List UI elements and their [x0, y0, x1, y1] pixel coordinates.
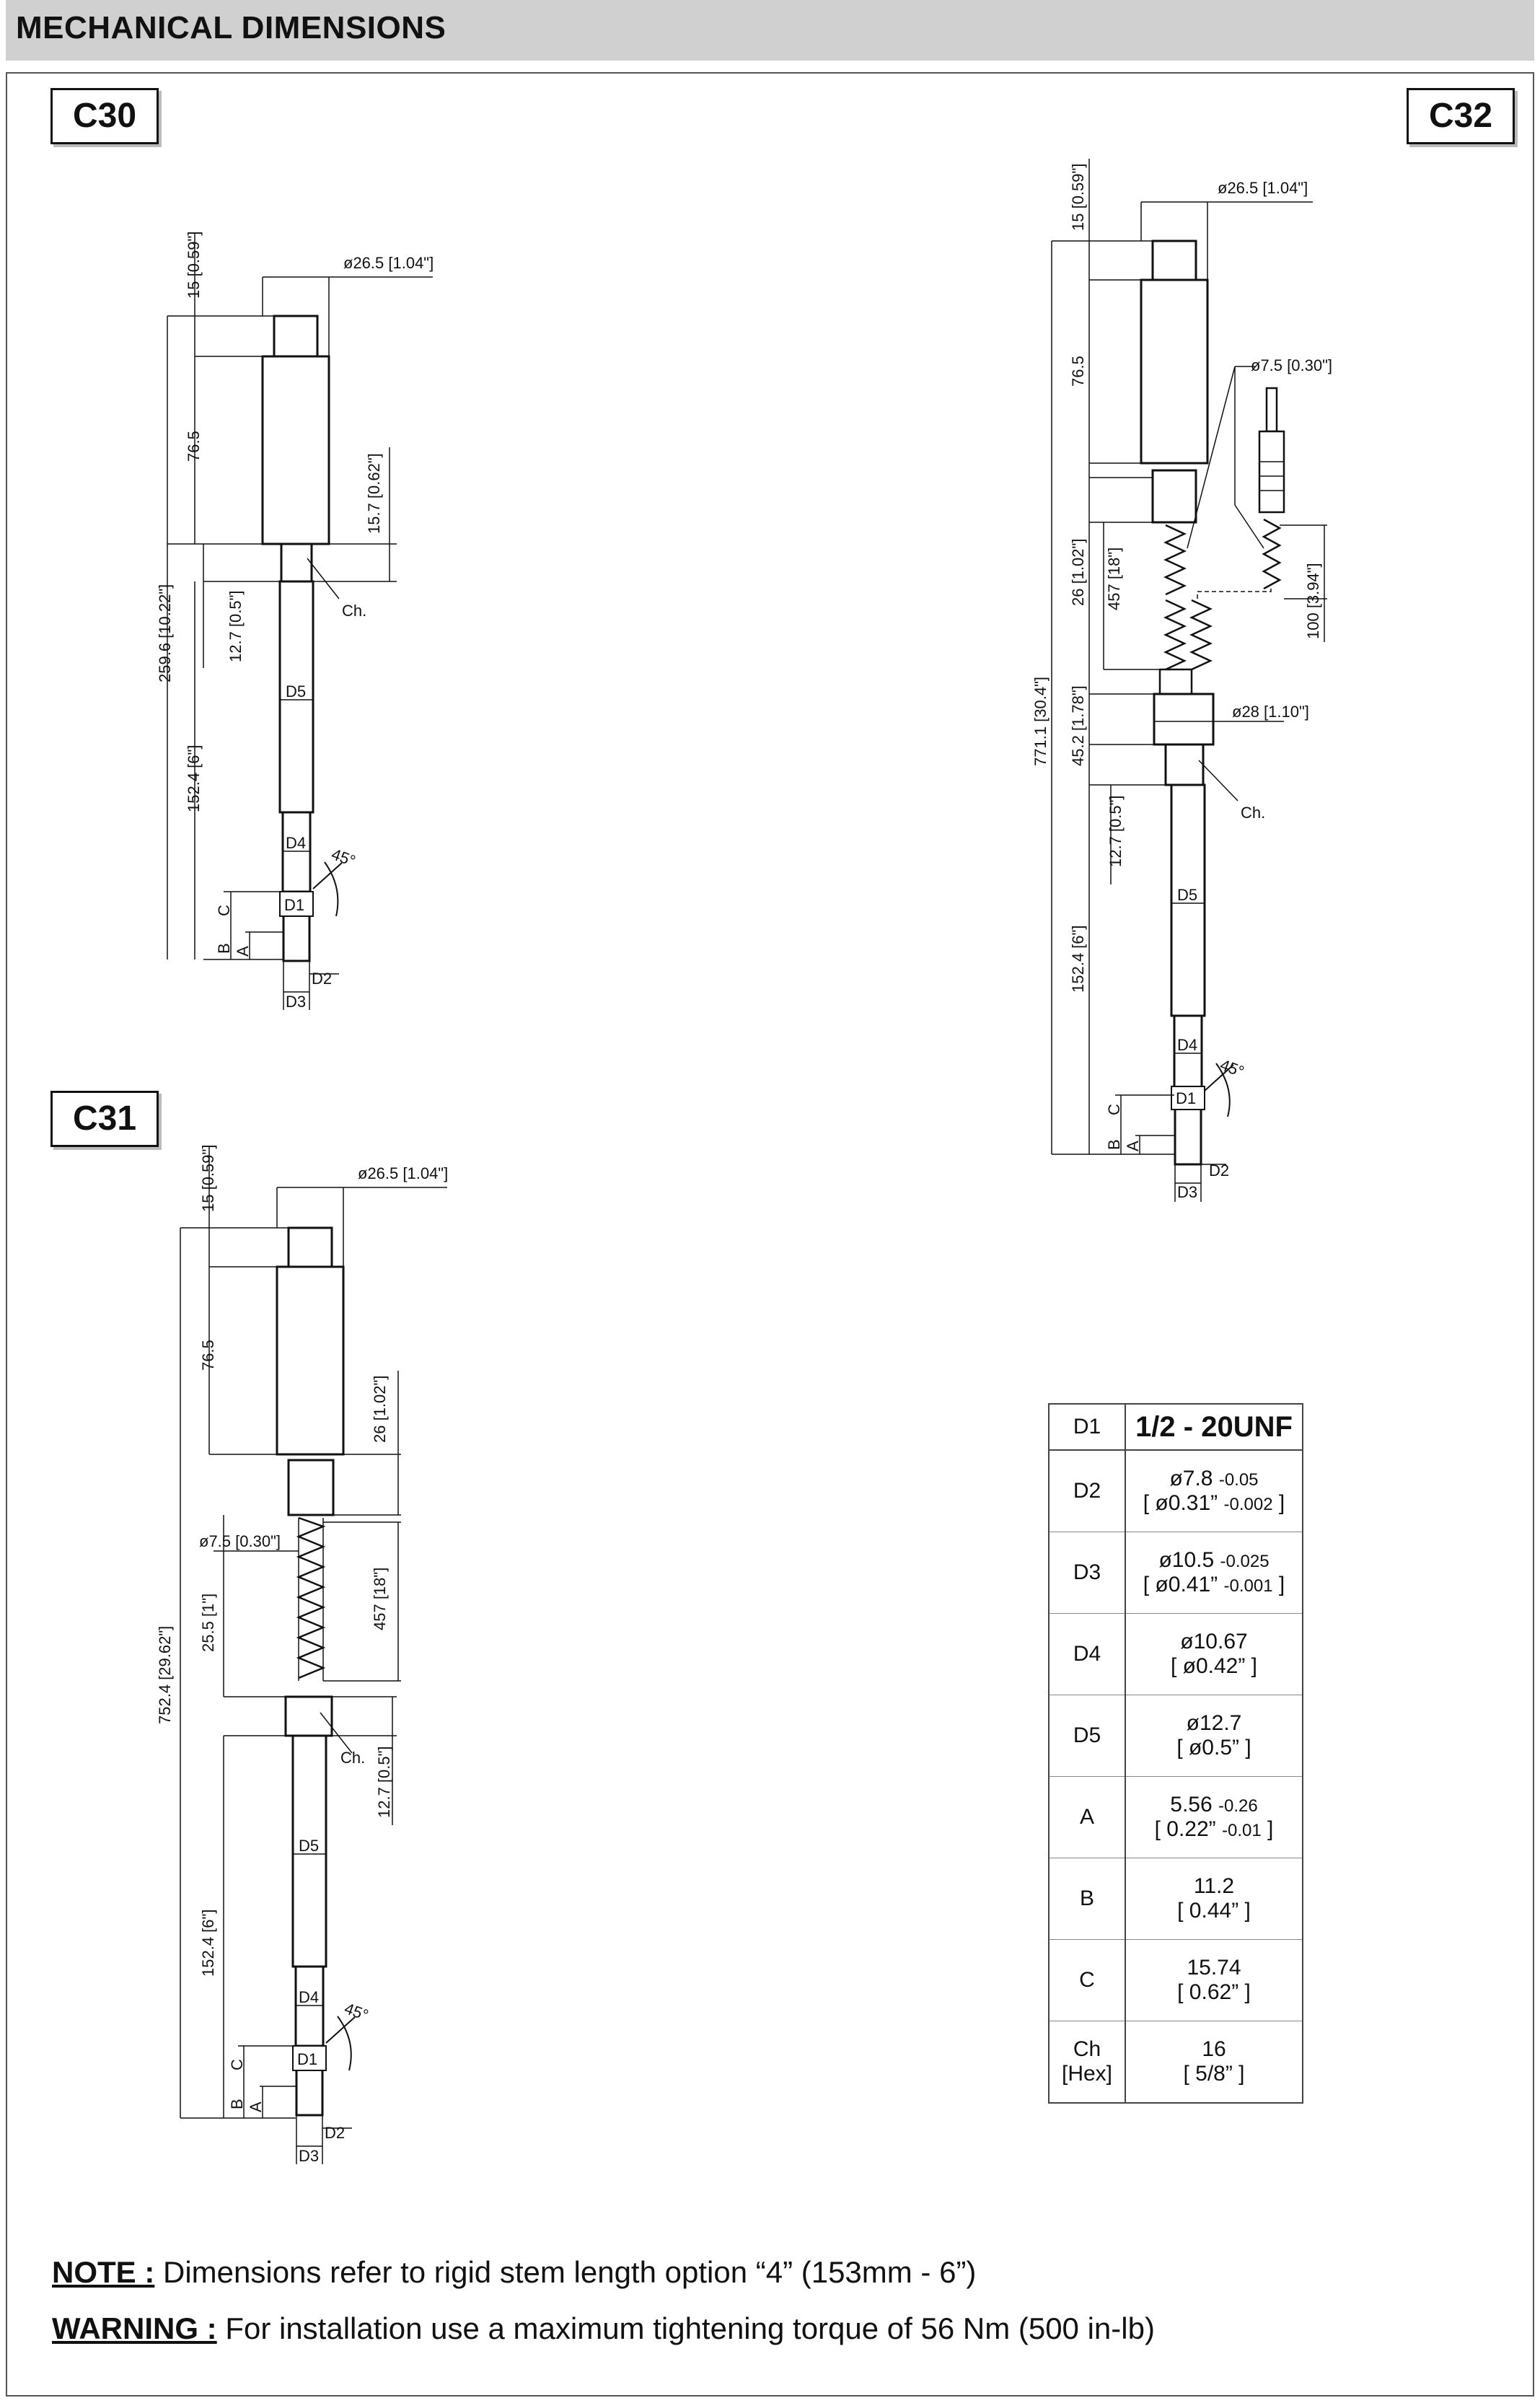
- c30-dim-hex: 15.7 [0.62"]: [365, 453, 383, 534]
- c30-label-d3: D3: [286, 993, 307, 1011]
- table-key: B: [1049, 1858, 1125, 1940]
- c32-dim-stem: 152.4 [6"]: [1069, 925, 1087, 993]
- c32-label-d3: D3: [1177, 1183, 1198, 1201]
- warning-label: WARNING :: [52, 2311, 217, 2345]
- c31-label-d2: D2: [325, 2124, 346, 2142]
- c32-nut: [1153, 470, 1196, 522]
- c32-label-d4: D4: [1177, 1036, 1198, 1054]
- c31-dim-body-diameter: ø26.5 [1.04"]: [358, 1164, 449, 1182]
- c32-dim-top: 15 [0.59"]: [1069, 163, 1087, 231]
- c31-thread: [296, 1967, 323, 2046]
- c32-dim-collar-diameter: ø28 [1.10"]: [1232, 703, 1309, 721]
- c31-label-b: B: [228, 2099, 246, 2109]
- warning-text: For installation use a maximum tightening torque of 56 Nm (500 in-lb): [216, 2311, 1155, 2345]
- c32-detail-connector: [1259, 431, 1284, 512]
- c30-label-d5: D5: [286, 682, 307, 700]
- c31-label-d1: D1: [297, 2050, 318, 2068]
- drawing-c30: [156, 232, 434, 1011]
- c31-label-d3: D3: [299, 2147, 320, 2165]
- c31-label-ch: Ch.: [340, 1749, 366, 1767]
- c32-dim-capillary-length: 457 [18"]: [1105, 547, 1123, 610]
- c32-dim-total: 771.1 [30.4"]: [1031, 676, 1050, 766]
- c32-label-c: C: [1105, 1104, 1123, 1115]
- model-label-c32: C32: [1407, 88, 1515, 144]
- c32-label-d5: D5: [1177, 886, 1198, 904]
- drawing-c32: [1031, 159, 1332, 1202]
- c30-connector: [274, 316, 317, 356]
- table-key: C: [1049, 1940, 1125, 2021]
- c32-thread: [1174, 1016, 1202, 1095]
- note-line: [52, 2255, 976, 2290]
- c32-dim-collar-length: 45.2 [1.78"]: [1069, 685, 1087, 766]
- c30-label-d1: D1: [284, 896, 305, 914]
- note-label: NOTE :: [52, 2255, 155, 2289]
- c31-dim-neck: 12.7 [0.5"]: [375, 1746, 393, 1818]
- c32-label-ch: Ch.: [1241, 804, 1266, 822]
- c32-label-d2: D2: [1209, 1161, 1230, 1179]
- c30-label-angle: 45°: [329, 845, 358, 871]
- c31-label-angle: 45°: [342, 1999, 371, 2025]
- c32-connector: [1153, 241, 1196, 280]
- c32-label-a: A: [1124, 1141, 1142, 1151]
- c32-capillary-lower-a: [1166, 600, 1184, 669]
- table-value: ø10.5 -0.025 [ ø0.41” -0.001 ]: [1125, 1532, 1303, 1614]
- c30-dim-body-length: 76.5: [185, 431, 203, 462]
- table-key: D5: [1049, 1695, 1125, 1777]
- c32-collar: [1154, 694, 1213, 744]
- c32-label-b: B: [1105, 1139, 1123, 1150]
- c32-body: [1141, 280, 1207, 463]
- c32-dim-neck: 12.7 [0.5"]: [1106, 795, 1125, 867]
- c31-dim-joint: 25.5 [1"]: [199, 1593, 217, 1652]
- table-row: [1049, 1858, 1303, 1940]
- table-header-row: [1049, 1404, 1303, 1450]
- table-row: [1049, 1777, 1303, 1858]
- note-text: Dimensions refer to rigid stem length option “4” (153mm - 6”): [154, 2255, 977, 2289]
- table-key: A: [1049, 1777, 1125, 1858]
- table-row: [1049, 1695, 1303, 1777]
- c31-dim-nut: 26 [1.02"]: [371, 1375, 389, 1443]
- c31-capillary: [299, 1518, 323, 1678]
- c30-label-c: C: [215, 905, 233, 916]
- c32-detail-capillary: [1264, 519, 1280, 589]
- c30-dim-neck: 12.7 [0.5"]: [226, 590, 245, 662]
- c31-label-a: A: [247, 2101, 265, 2112]
- dimension-table: [1048, 1403, 1303, 2104]
- table-header-key: D1: [1049, 1404, 1125, 1450]
- c30-hex: [281, 544, 312, 581]
- table-value: ø7.8 -0.05 [ ø0.31” -0.002 ]: [1125, 1450, 1303, 1532]
- c30-label-d2: D2: [312, 970, 333, 988]
- c31-nut: [289, 1460, 333, 1515]
- c30-label-ch: Ch.: [342, 602, 367, 620]
- c32-detail-pin: [1267, 388, 1277, 431]
- c31-dim-total: 752.4 [29.62"]: [156, 1625, 174, 1724]
- model-label-c31: C31: [50, 1091, 159, 1147]
- c32-hex: [1166, 744, 1203, 785]
- table-row: [1049, 1940, 1303, 2021]
- c31-hex: [286, 1697, 332, 1736]
- c32-dim-capillary-diameter: ø7.5 [0.30"]: [1251, 356, 1332, 374]
- c32-dim-body-length: 76.5: [1069, 356, 1087, 387]
- table-value: 15.74 [ 0.62” ]: [1125, 1940, 1303, 2021]
- c30-body: [263, 356, 329, 544]
- c31-dim-capillary-diameter: ø7.5 [0.30"]: [199, 1532, 281, 1550]
- c30-label-a: A: [234, 946, 252, 957]
- c31-label-d5: D5: [299, 1837, 320, 1855]
- table-value: ø10.67 [ ø0.42” ]: [1125, 1614, 1303, 1695]
- c32-dim-nut: 26 [1.02"]: [1069, 538, 1087, 606]
- drawing-c31: [156, 1145, 448, 2165]
- c31-label-c: C: [228, 2059, 246, 2070]
- table-key: D2: [1049, 1450, 1125, 1532]
- table-key: D3: [1049, 1532, 1125, 1614]
- warning-line: [52, 2311, 1155, 2346]
- c31-body: [277, 1267, 343, 1454]
- c32-capillary-upper: [1166, 525, 1184, 594]
- c30-label-b: B: [215, 943, 233, 954]
- table-value: ø12.7 [ ø0.5” ]: [1125, 1695, 1303, 1777]
- c32-label-angle: 45°: [1218, 1055, 1247, 1081]
- table-row: [1049, 1450, 1303, 1532]
- c30-label-d4: D4: [286, 834, 307, 852]
- table-header-value: 1/2 - 20UNF: [1125, 1404, 1303, 1450]
- table-value: 16 [ 5/8” ]: [1125, 2021, 1303, 2104]
- c30-thread: [283, 812, 310, 892]
- c30-dim-top: 15 [0.59"]: [185, 231, 203, 299]
- c30-dim-stem: 152.4 [6"]: [185, 744, 203, 812]
- table-row: [1049, 2021, 1303, 2104]
- c32-dim-body-diameter: ø26.5 [1.04"]: [1218, 179, 1308, 197]
- table-key: D4: [1049, 1614, 1125, 1695]
- c31-dim-stem: 152.4 [6"]: [199, 1909, 217, 1977]
- c31-dim-body-length: 76.5: [199, 1340, 217, 1371]
- c32-label-d1: D1: [1176, 1089, 1197, 1107]
- table-row: [1049, 1614, 1303, 1695]
- model-label-c30: C30: [50, 88, 159, 144]
- table-value: 11.2 [ 0.44” ]: [1125, 1858, 1303, 1940]
- c31-label-d4: D4: [299, 1988, 320, 2006]
- table-key: Ch [Hex]: [1049, 2021, 1125, 2104]
- c32-dim-detail: 100 [3.94"]: [1304, 563, 1322, 639]
- c30-dim-body-diameter: ø26.5 [1.04"]: [343, 254, 434, 272]
- table-value: 5.56 -0.26 [ 0.22” -0.01 ]: [1125, 1777, 1303, 1858]
- table-row: [1049, 1532, 1303, 1614]
- c32-capillary-lower-b: [1192, 600, 1210, 669]
- c30-dim-total: 259.6 [10.22"]: [156, 584, 174, 682]
- c31-dim-capillary-length: 457 [18"]: [371, 1567, 389, 1630]
- page-title: MECHANICAL DIMENSIONS: [16, 10, 446, 45]
- c31-dim-top: 15 [0.59"]: [199, 1144, 217, 1212]
- c31-connector: [289, 1228, 332, 1267]
